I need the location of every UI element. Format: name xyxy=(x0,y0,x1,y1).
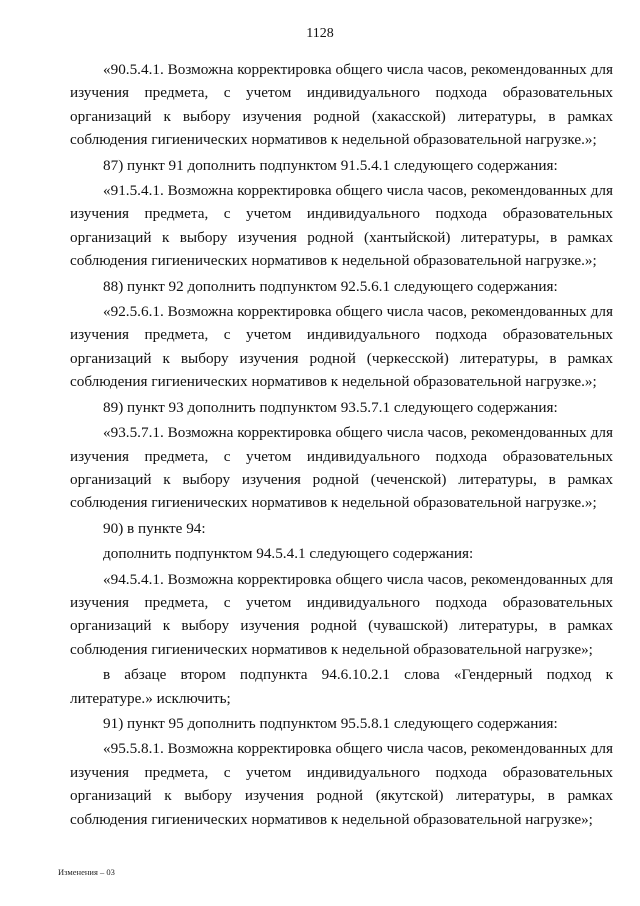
paragraph-95-5-8-1: «95.5.8.1. Возможна корректировка общего числа часов, рекомендованных для изучения предмета, с учетом индивидуального подхода образовательных организаций к выбору изучения родной (якутской) литературы, в рамках соблюдения гигиенических нормативов к недельной образовательной нагрузке»; xyxy=(70,740,613,828)
paragraph-item-90: 90) в пункте 94: xyxy=(103,519,206,537)
paragraph-93-5-7-1: «93.5.7.1. Возможна корректировка общего числа часов, рекомендованных для изучения предмета, с учетом индивидуального подхода образовательных организаций к выбору изучения родной (чеченской) литературы, в рамках соблюдения гигиенических нормативов к недельной образовательной нагрузке.»; xyxy=(70,424,613,512)
paragraph-item-87: 87) пункт 91 дополнить подпунктом 91.5.4.1 следующего содержания: xyxy=(103,156,558,174)
paragraph-91-5-4-1: «91.5.4.1. Возможна корректировка общего числа часов, рекомендованных для изучения предмета, с учетом индивидуального подхода образовательных организаций к выбору изучения родной (хантыйской) литературы, в рамках соблюдения гигиенических нормативов к недельной образовательной нагрузке.»; xyxy=(70,182,613,270)
paragraph-supplement: дополнить подпунктом 94.5.4.1 следующего содержания: xyxy=(103,545,474,563)
document-body xyxy=(70,58,613,831)
paragraph-item-89: 89) пункт 93 дополнить подпунктом 93.5.7.1 следующего содержания: xyxy=(103,398,558,416)
page-number: 1128 xyxy=(306,26,334,41)
paragraph-90-5-4-1: «90.5.4.1. Возможна корректировка общего числа часов, рекомендованных для изучения предмета, с учетом индивидуального подхода образовательных организаций к выбору изучения родной (хакасской) литературы, в рамках соблюдения гигиенических нормативов к недельной образовательной нагрузке.»; xyxy=(70,61,613,149)
paragraph-item-88: 88) пункт 92 дополнить подпунктом 92.5.6.1 следующего содержания: xyxy=(103,277,558,295)
paragraph-item-91: 91) пункт 95 дополнить подпунктом 95.5.8.1 следующего содержания: xyxy=(103,714,558,732)
paragraph-92-5-6-1: «92.5.6.1. Возможна корректировка общего числа часов, рекомендованных для изучения предмета, с учетом индивидуального подхода образовательных организаций к выбору изучения родной (черкесской) литературы, в рамках соблюдения гигиенических нормативов к недельной образовательной нагрузке.»; xyxy=(70,303,613,391)
page-footer: Изменения – 03 xyxy=(58,867,115,877)
paragraph-94-5-4-1: «94.5.4.1. Возможна корректировка общего числа часов, рекомендованных для изучения предмета, с учетом индивидуального подхода образовательных организаций к выбору изучения родной (чувашской) литературы, в рамках соблюдения гигиенических нормативов к недельной образовательной нагрузке»; xyxy=(70,570,613,658)
paragraph-exclusion: в абзаце втором подпункта 94.6.10.2.1 слова «Гендерный подход к литературе.» исключить; xyxy=(70,666,613,707)
